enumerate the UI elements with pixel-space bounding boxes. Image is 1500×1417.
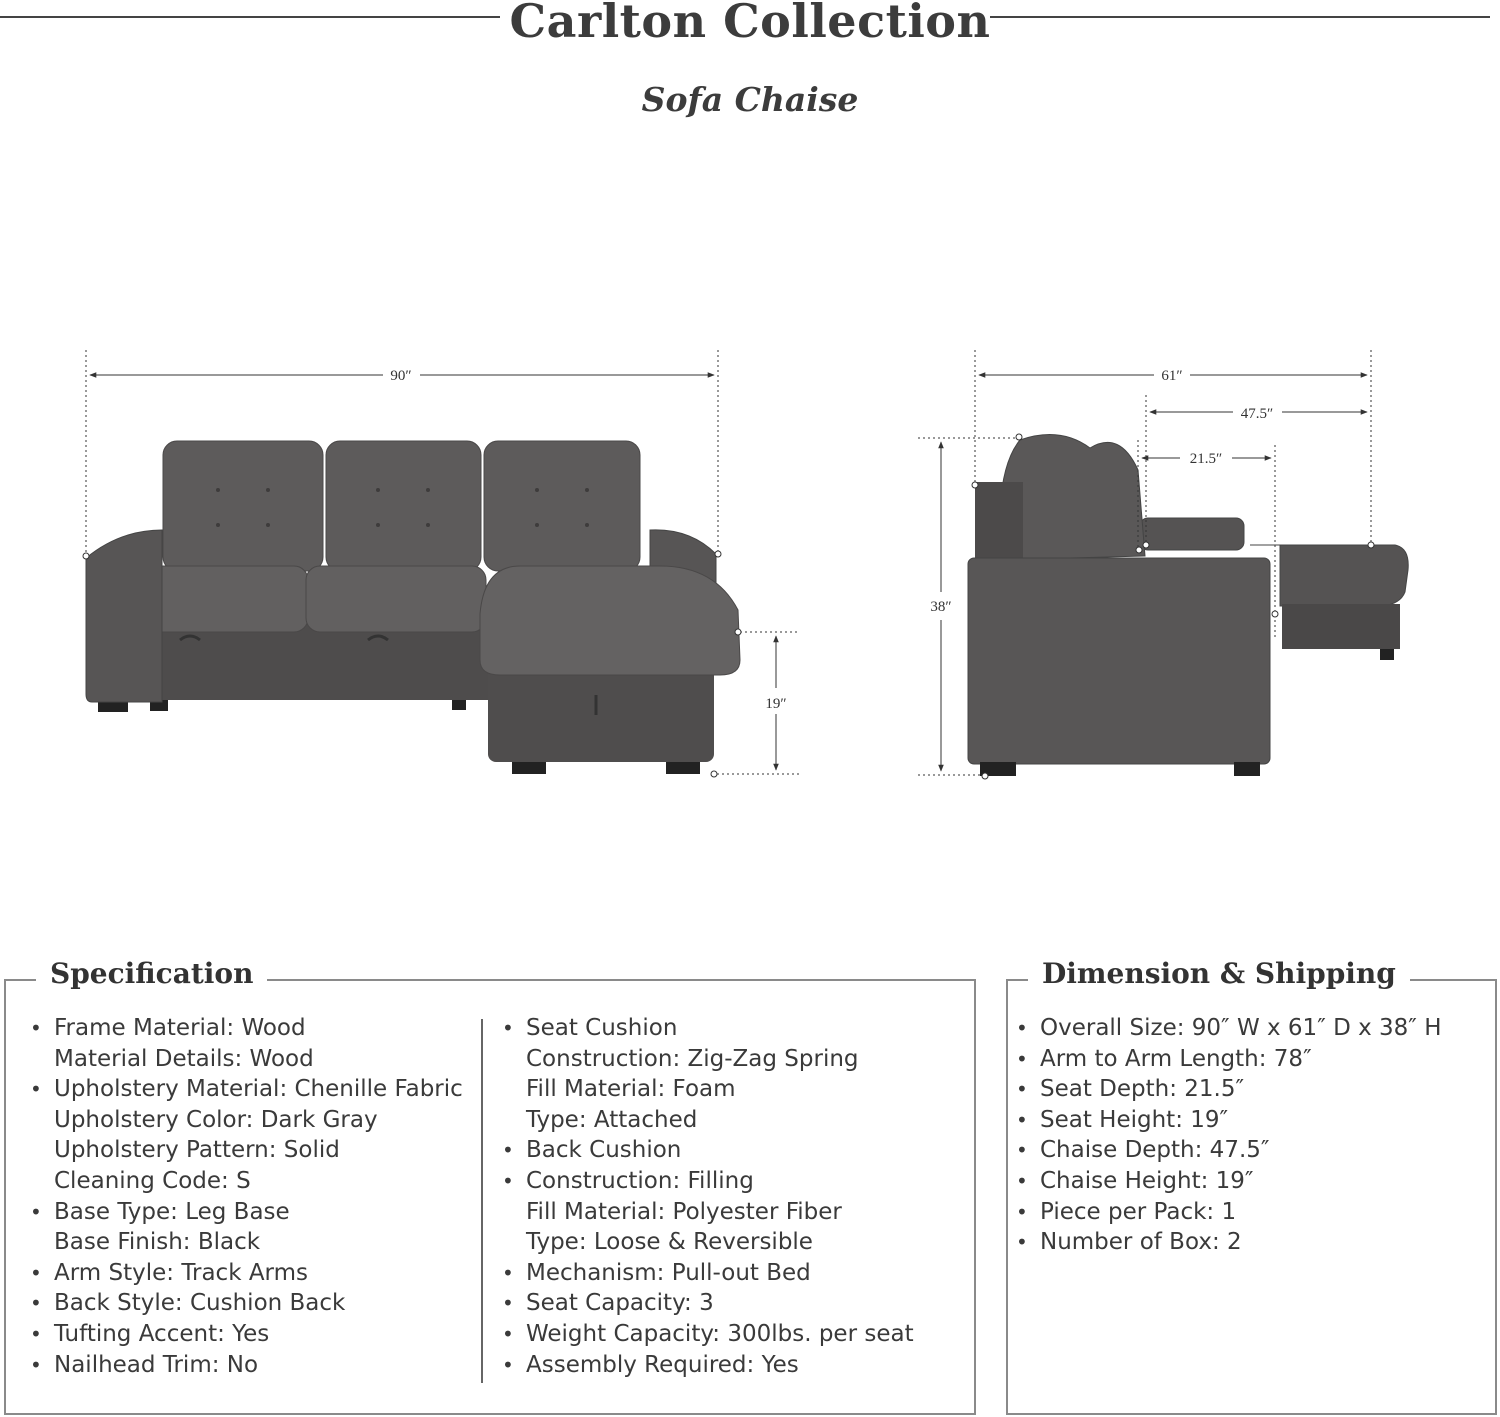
list-item: Base Finish: Black: [54, 1229, 261, 1256]
list-item: Construction: Zig-Zag Spring: [526, 1045, 859, 1072]
depth-label: 61″: [1161, 368, 1183, 384]
shipping-list: [1016, 1013, 1442, 1258]
list-item: • Piece per Pack: 1: [1016, 1197, 1442, 1228]
width-label: 90″: [390, 368, 412, 384]
list-item: Material Details: Wood: [54, 1045, 314, 1072]
specification-title: Specification: [36, 957, 267, 990]
seat-depth-label: 21.5″: [1189, 451, 1223, 467]
list-item: • Nailhead Trim: No: [30, 1350, 463, 1381]
shipping-panel: [1006, 957, 1497, 1415]
specification-panel: [4, 957, 976, 1415]
column-divider: [481, 1019, 483, 1383]
list-item: • Seat Depth: 21.5″: [1016, 1074, 1442, 1105]
list-item: • Back Cushion: [502, 1135, 914, 1166]
list-item: • Weight Capacity: 300lbs. per seat: [502, 1319, 914, 1350]
product-subtitle: Sofa Chaise: [641, 80, 859, 119]
list-item: Fill Material: Polyester Fiber: [526, 1198, 842, 1225]
list-item: Upholstery Color: Dark Gray: [54, 1106, 378, 1133]
list-item: • Upholstery Material: Chenille Fabric: [30, 1074, 463, 1105]
side-view-sofa: [968, 435, 1408, 776]
specification-list-left: [30, 1013, 463, 1380]
list-item: Fill Material: Foam: [526, 1076, 736, 1103]
list-item: • Chaise Height: 19″: [1016, 1166, 1442, 1197]
list-item: • Back Style: Cushion Back: [30, 1288, 463, 1319]
list-item: • Mechanism: Pull-out Bed: [502, 1258, 914, 1289]
specification-list-right: [502, 1013, 914, 1380]
chaise-depth-label: 47.5″: [1240, 406, 1274, 422]
seat-height-label: 19″: [765, 696, 787, 712]
list-item: • Overall Size: 90″ W x 61″ D x 38″ H: [1016, 1013, 1442, 1044]
list-item: Type: Attached: [526, 1106, 698, 1133]
list-item: • Seat Height: 19″: [1016, 1105, 1442, 1136]
front-view-sofa: [86, 441, 740, 774]
height-label: 38″: [930, 599, 952, 615]
list-item: • Construction: Filling: [502, 1166, 914, 1197]
list-item: • Chaise Depth: 47.5″: [1016, 1135, 1442, 1166]
list-item: • Assembly Required: Yes: [502, 1350, 914, 1381]
page-title: Carlton Collection: [509, 0, 991, 48]
list-item: • Seat Capacity: 3: [502, 1288, 914, 1319]
shipping-title: Dimension & Shipping: [1028, 957, 1410, 990]
list-item: • Arm Style: Track Arms: [30, 1258, 463, 1289]
list-item: • Number of Box: 2: [1016, 1227, 1442, 1258]
list-item: • Seat Cushion: [502, 1013, 914, 1044]
product-drawings: [0, 330, 1500, 800]
list-item: Cleaning Code: S: [54, 1167, 251, 1194]
list-item: • Frame Material: Wood: [30, 1013, 463, 1044]
list-item: • Arm to Arm Length: 78″: [1016, 1044, 1442, 1075]
list-item: Type: Loose & Reversible: [526, 1229, 813, 1256]
list-item: Upholstery Pattern: Solid: [54, 1137, 340, 1164]
list-item: • Base Type: Leg Base: [30, 1197, 463, 1228]
list-item: • Tufting Accent: Yes: [30, 1319, 463, 1350]
header: [0, 0, 1500, 60]
